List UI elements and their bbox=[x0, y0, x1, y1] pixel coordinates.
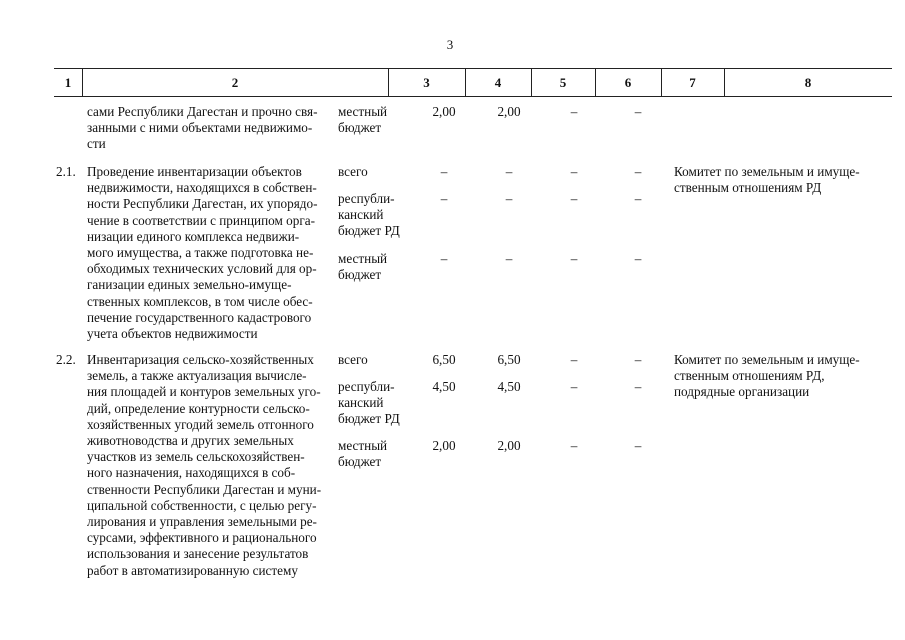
cont-value-7: – bbox=[634, 104, 642, 119]
page-number: 3 bbox=[446, 37, 454, 52]
row-2-1-republic-col6: – bbox=[570, 191, 578, 206]
row-2-2-source-republic: республи- канский бюджет РД bbox=[338, 379, 400, 427]
header-col-6: 6 bbox=[624, 75, 632, 90]
row-2-2-number: 2.2. bbox=[56, 352, 76, 367]
row-2-1-total-col7: – bbox=[634, 164, 642, 179]
row-2-1-total-col4: – bbox=[440, 164, 448, 179]
header-col-3: 3 bbox=[423, 75, 430, 90]
row-2-2-local-col7: – bbox=[634, 438, 642, 453]
row-2-2-republic-col6: – bbox=[570, 379, 578, 394]
row-2-1-source-total: всего bbox=[338, 164, 368, 179]
cont-value-4: 2,00 bbox=[432, 104, 456, 119]
row-2-1-source-republic: республи- канский бюджет РД bbox=[338, 191, 400, 239]
row-2-1-number: 2.1. bbox=[56, 164, 76, 179]
header-col-5: 5 bbox=[559, 75, 567, 90]
row-2-2-total-col4: 6,50 bbox=[432, 352, 456, 367]
row-2-1-total-col5: – bbox=[505, 164, 513, 179]
row-2-1-republic-col4: – bbox=[440, 191, 448, 206]
row-2-2-total-col5: 6,50 bbox=[497, 352, 521, 367]
row-2-1-source-local: местный бюджет bbox=[338, 251, 388, 283]
row-2-2-local-col5: 2,00 bbox=[497, 438, 521, 453]
row-2-2-total-col6: – bbox=[570, 352, 578, 367]
header-col-2: 2 bbox=[231, 75, 239, 90]
row-2-2-source-local: местный бюджет bbox=[338, 438, 388, 470]
row-2-1-local-col5: – bbox=[505, 251, 513, 266]
row-2-2-executor: Комитет по земельным и имуще- ственным отношениям РД, подрядные организации bbox=[674, 352, 860, 400]
row-2-2-description: Инвентаризация сельско-хозяйственных земель, а также актуализация вычисле- ния площадей и контуров земельных уго- дий, определение контурности сельско- хозяйственных угодий земель отгонного животноводства и других земельных участков из земель сельскохозяйствен- ного назначения, находящихся в соб- ственности Республики Дагестан и муни- ципальной собственности, с целью регу- лирования и управления земельными ре- сурсами, эффективного и рационального использования и занесение результатов работ в автоматизированную систему bbox=[87, 352, 322, 578]
cont-description: сами Республики Дагестан и прочно свя- занными с ними объектами недвижимо- сти bbox=[87, 104, 318, 152]
row-2-2-source-total: всего bbox=[338, 352, 368, 367]
row-2-1-total-col6: – bbox=[570, 164, 578, 179]
header-col-7: 7 bbox=[689, 75, 696, 90]
table-header bbox=[54, 68, 892, 97]
row-2-1-local-col4: – bbox=[440, 251, 448, 266]
cont-value-6: – bbox=[570, 104, 578, 119]
row-2-2-total-col7: – bbox=[634, 352, 642, 367]
row-2-2-local-col4: 2,00 bbox=[432, 438, 456, 453]
row-2-2-republic-col4: 4,50 bbox=[432, 379, 456, 394]
header-col-4: 4 bbox=[494, 75, 502, 90]
row-2-1-republic-col5: – bbox=[505, 191, 513, 206]
cont-source: местный бюджет bbox=[338, 104, 388, 136]
row-2-2-local-col6: – bbox=[570, 438, 578, 453]
cont-value-5: 2,00 bbox=[497, 104, 521, 119]
row-2-1-republic-col7: – bbox=[634, 191, 642, 206]
row-2-1-executor: Комитет по земельным и имуще- ственным отношениям РД bbox=[674, 164, 860, 196]
header-col-1: 1 bbox=[64, 75, 72, 90]
row-2-1-description: Проведение инвентаризации объектов недвижимости, находящихся в собствен- ности Республики Дагестан, их упорядо- чение в соответствии с принципом орга- низации единого комплекса недвижи- мого имущества, а также подготовка не- обходимых технических условий для ор- ганизации единых земельно-имуще- ственных комплексов, в том числе обес- печение государственного кадастрового учета объектов недвижимости bbox=[87, 164, 318, 342]
header-col-8: 8 bbox=[804, 75, 812, 90]
row-2-1-local-col6: – bbox=[570, 251, 578, 266]
row-2-2-republic-col5: 4,50 bbox=[497, 379, 521, 394]
row-2-2-republic-col7: – bbox=[634, 379, 642, 394]
row-2-1-local-col7: – bbox=[634, 251, 642, 266]
